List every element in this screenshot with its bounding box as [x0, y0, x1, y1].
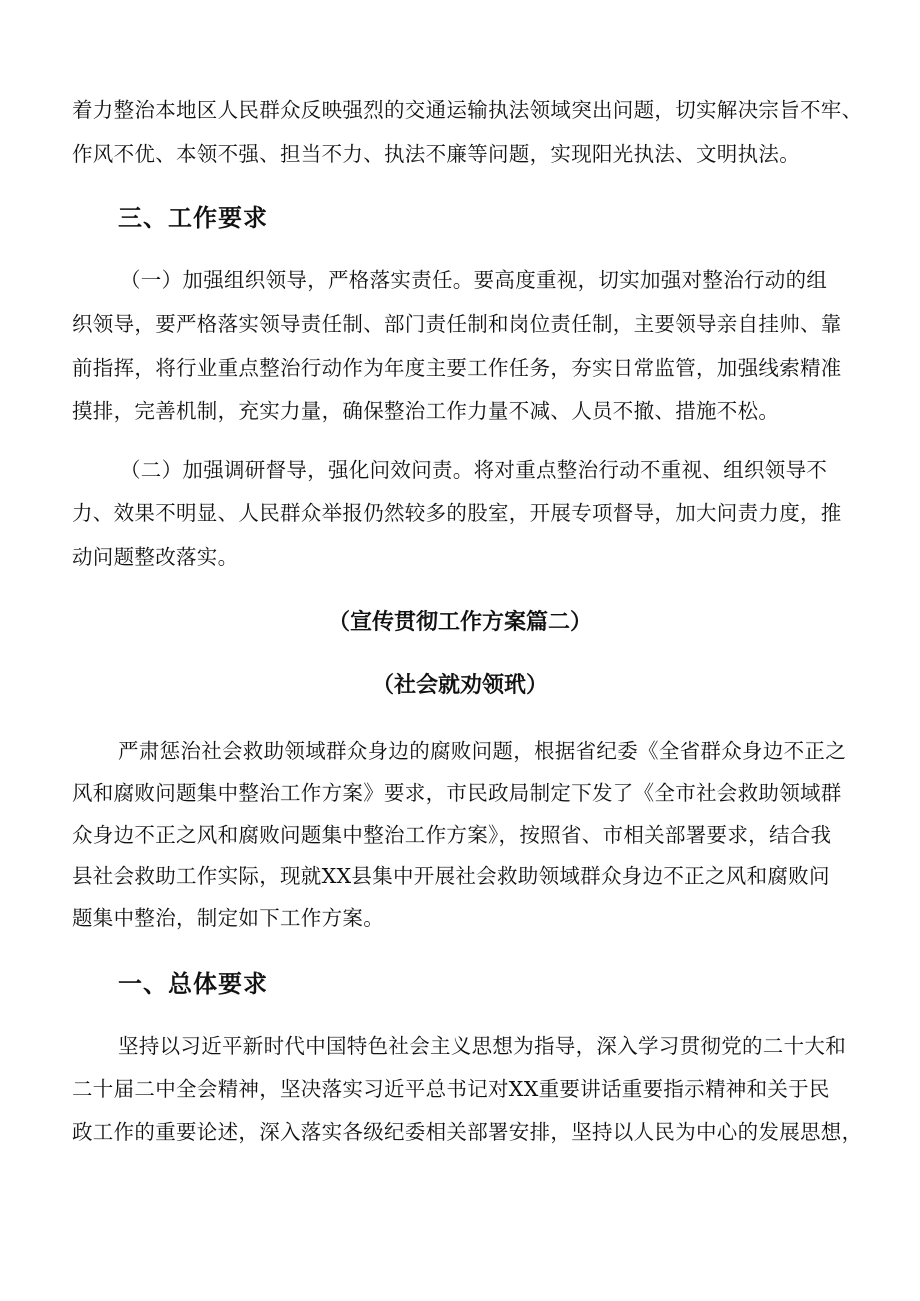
paragraph-line: 织领导，要严格落实领导责任制、部门责任制和岗位责任制，主要领导亲自挂帅、靠: [72, 312, 842, 336]
paragraph-line: 作风不优、本领不强、担当不力、执法不廉等问题，实现阳光执法、文明执法。: [72, 142, 800, 166]
paragraph-line: 坚持以习近平新时代中国特色社会主义思想为指导，深入学习贯彻党的二十大和: [118, 1034, 846, 1058]
paragraph-line: 动问题整改落实。: [72, 545, 239, 569]
paragraph-line: 二十届二中全会精神，坚决落实习近平总书记对XX重要讲话重要指示精神和关于民: [72, 1077, 830, 1101]
section-heading-overall: 一、总体要求: [118, 970, 268, 998]
paragraph-line: 众身边不正之风和腐败问题集中整治工作方案》，按照省、市相关部署要求，结合我: [72, 823, 832, 847]
paragraph-line: 政工作的重要论述，深入落实各级纪委相关部署安排，坚持以人民为中心的发展思想，: [72, 1120, 863, 1144]
paragraph-line: 县社会救助工作实际，现就XX县集中开展社会救助领域群众身边不正之风和腐败问: [72, 864, 830, 888]
paragraph-line: （一）加强组织领导，严格落实责任。要高度重视，切实加强对整治行动的组: [120, 268, 828, 292]
paragraph-line: （二）加强调研督导，强化问效问责。将对重点整治行动不重视、组织领导不: [120, 458, 828, 482]
paragraph-line: 题集中整治，制定如下工作方案。: [72, 906, 384, 930]
paragraph-line: 风和腐败问题集中整治工作方案》要求，市民政局制定下发了《全市社会救助领域群: [72, 781, 842, 805]
section-heading-work-requirements: 三、工作要求: [118, 204, 268, 232]
paragraph-line: 着力整治本地区人民群众反映强烈的交通运输执法领域突出问题，切实解决宗旨不牢、: [72, 98, 863, 122]
paragraph-line: 摸排，完善机制，充实力量，确保整治工作力量不减、人员不撤、措施不松。: [72, 399, 780, 423]
paragraph-line: 前指挥，将行业重点整治行动作为年度主要工作任务，夯实日常监管，加强线索精准: [72, 356, 842, 380]
document-title: （宣传贯彻工作方案篇二）: [327, 610, 592, 635]
document-subtitle: （社会就劝领玳）: [371, 673, 548, 698]
paragraph-line: 力、效果不明显、人民群众举报仍然较多的股室，开展专项督导，加大问责力度，推: [72, 501, 842, 525]
paragraph-line: 严肃惩治社会救助领域群众身边的腐败问题，根据省纪委《全省群众身边不正之: [118, 739, 846, 763]
